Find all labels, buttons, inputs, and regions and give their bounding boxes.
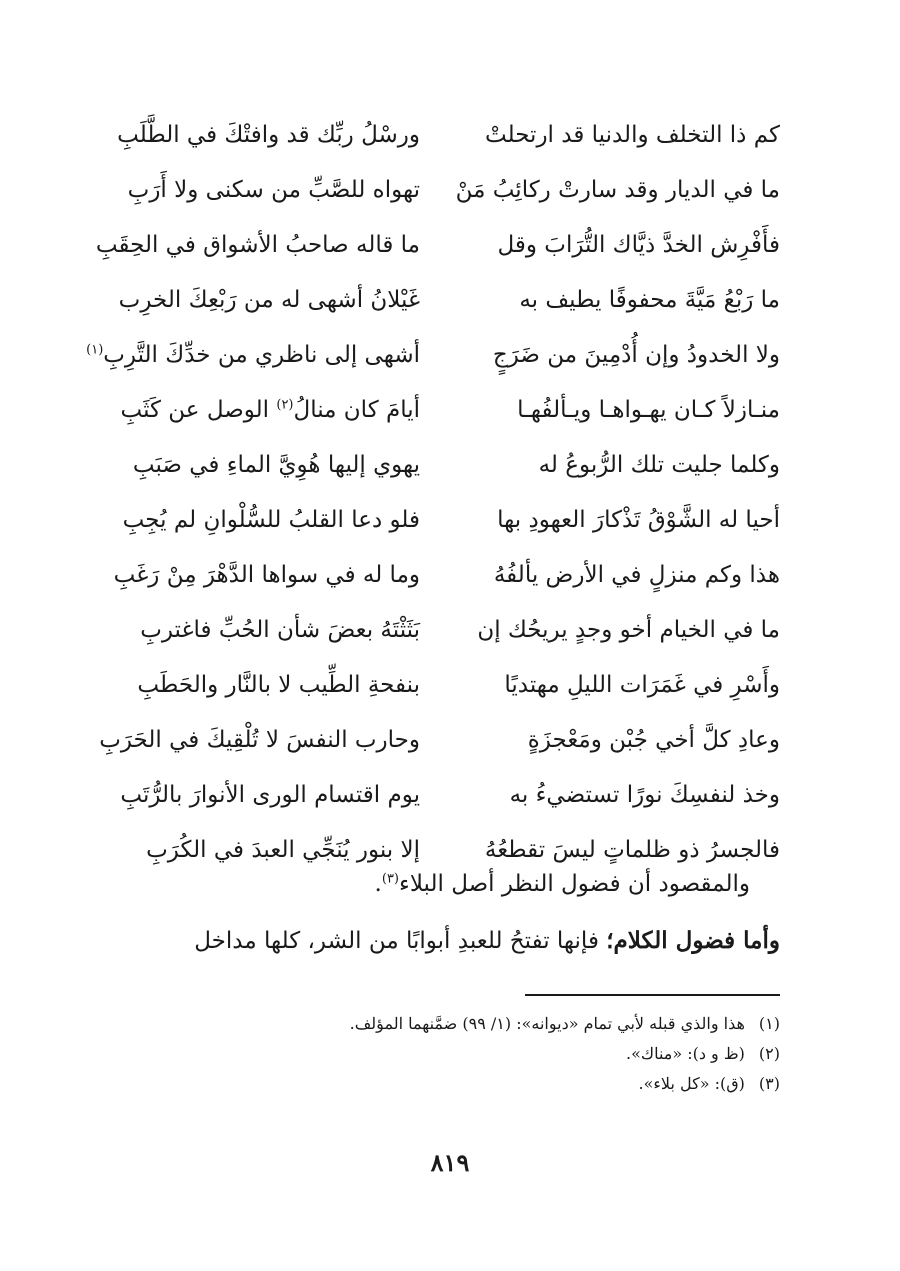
- second-hemistich: يهوي إليها هُوِيَّ الماءِ في صَبَبِ: [132, 451, 420, 478]
- footnote-number: (٣): [758, 1074, 780, 1093]
- first-hemistich: فأَفْرِش الخدَّ ذيَّاك التُّرَابَ وقل: [497, 231, 780, 258]
- second-hemistich: تهواه للصَّبِّ من سكنى ولا أَرَبِ: [127, 176, 420, 203]
- verse: [110, 108, 780, 163]
- prose-heading: وأما فضول الكلام؛: [606, 927, 780, 954]
- footnote-marker: (١): [86, 342, 104, 358]
- second-hemistich: [110, 397, 420, 425]
- poem: [86, 108, 780, 878]
- verse: [110, 768, 780, 823]
- first-hemistich: وعادِ كلَّ أخي جُبْن ومَعْجزَةٍ: [527, 726, 780, 753]
- second-hemistich: بَثَثْتَهُ بعضَ شأن الحُبِّ فاغتربِ: [140, 616, 420, 643]
- hemistich-text: أيامَ كان منالُ: [293, 396, 420, 423]
- second-hemistich: يوم اقتسام الورى الأنوارَ بالرُّتَبِ: [120, 781, 420, 808]
- prose-text: والمقصود أن فضول النظر أصل البلاء: [399, 871, 750, 897]
- first-hemistich: ولا الخدودُ وإن أُدْمِينَ من ضَرَجٍ: [492, 341, 780, 368]
- hemistich-text: أشهى إلى ناظري من خدِّكَ التَّرِبِ: [103, 341, 420, 368]
- first-hemistich: أحيا له الشَّوْقُ تَذْكارَ العهودِ بها: [497, 506, 780, 533]
- first-hemistich: فالجسرُ ذو ظلماتٍ ليسَ تقطعُهُ: [484, 836, 780, 863]
- footnote-number: (٢): [758, 1044, 780, 1063]
- footnote: [110, 1012, 780, 1042]
- first-hemistich: ما رَبْعُ مَيَّةَ محفوفًا يطيف به: [519, 286, 780, 313]
- footnote-text: (ق): «كل بلاء».: [638, 1074, 745, 1093]
- hemistich-text-continued: الوصل عن كَثَبِ: [120, 396, 277, 423]
- footnote-marker: (٢): [276, 397, 294, 413]
- first-hemistich: ما في الخيام أخو وجدٍ يريحُك إن: [477, 616, 780, 643]
- second-hemistich: [86, 341, 420, 370]
- second-hemistich: وحارب النفسَ لا تُلْقِيكَ في الحَرَبِ: [99, 726, 420, 753]
- verse: [110, 603, 780, 658]
- footnote: [110, 1042, 780, 1072]
- verse: [110, 273, 780, 328]
- verse: [95, 218, 780, 273]
- first-hemistich: ما في الديار وقد سارتْ ركائِبُ مَنْ: [455, 176, 780, 203]
- verse: [110, 383, 780, 438]
- verse: [110, 438, 780, 493]
- first-hemistich: هذا وكم منزلٍ في الأرض يألفُهُ: [493, 561, 780, 588]
- footnote-number: (١): [758, 1014, 780, 1033]
- prose-line: [110, 926, 780, 957]
- footnote-marker: (٣): [381, 871, 399, 887]
- prose-text: فإنها تفتحُ للعبدِ أبوابًا من الشر، كلها مداخل: [194, 928, 607, 954]
- verse: [110, 493, 780, 548]
- verse: [86, 328, 780, 383]
- verse: [110, 163, 780, 218]
- second-hemistich: ورسْلُ ربِّك قد وافتْكَ في الطَّلَبِ: [117, 121, 420, 148]
- verse: [99, 713, 780, 768]
- first-hemistich: كم ذا التخلف والدنيا قد ارتحلتْ: [485, 121, 780, 148]
- second-hemistich: بنفحةِ الطِّيب لا بالنَّار والحَطَبِ: [137, 671, 420, 698]
- verse: [110, 548, 780, 603]
- second-hemistich: ما قاله صاحبُ الأشواق في الحِقَبِ: [95, 231, 420, 258]
- second-hemistich: فلو دعا القلبُ للسُّلْوانِ لم يُجِبِ: [122, 506, 420, 533]
- second-hemistich: وما له في سواها الدَّهْرَ مِنْ رَغَبِ: [113, 561, 420, 588]
- first-hemistich: وكلما جليت تلك الرُّبوعُ له: [538, 451, 780, 478]
- footnotes: [110, 1012, 780, 1102]
- footnote: [110, 1072, 780, 1102]
- first-hemistich: وخذ لنفسِكَ نورًا تستضيءُ به: [509, 781, 780, 808]
- page-number: ٨١٩: [430, 1148, 470, 1177]
- prose-period: .: [374, 871, 382, 897]
- second-hemistich: غَيْلانُ أشهى له من رَبْعِكَ الخرِب: [118, 286, 420, 313]
- verse: [110, 658, 780, 713]
- footnote-text: (ظ و د): «مناك».: [626, 1044, 745, 1063]
- footnote-divider: [525, 994, 780, 996]
- first-hemistich: وأَسْرِ في غَمَرَات الليلِ مهتديًا: [504, 671, 780, 698]
- footnote-text: هذا والذي قبله لأبي تمام «ديوانه»: (١/ ٩٩) ضمَّنهما المؤلف.: [349, 1014, 745, 1033]
- prose-line: [80, 870, 750, 900]
- first-hemistich: منـازلاً كـان يهـواهـا ويـألفُهـا: [517, 396, 780, 423]
- second-hemistich: إلا بنور يُنَجِّي العبدَ في الكُرَبِ: [146, 836, 420, 863]
